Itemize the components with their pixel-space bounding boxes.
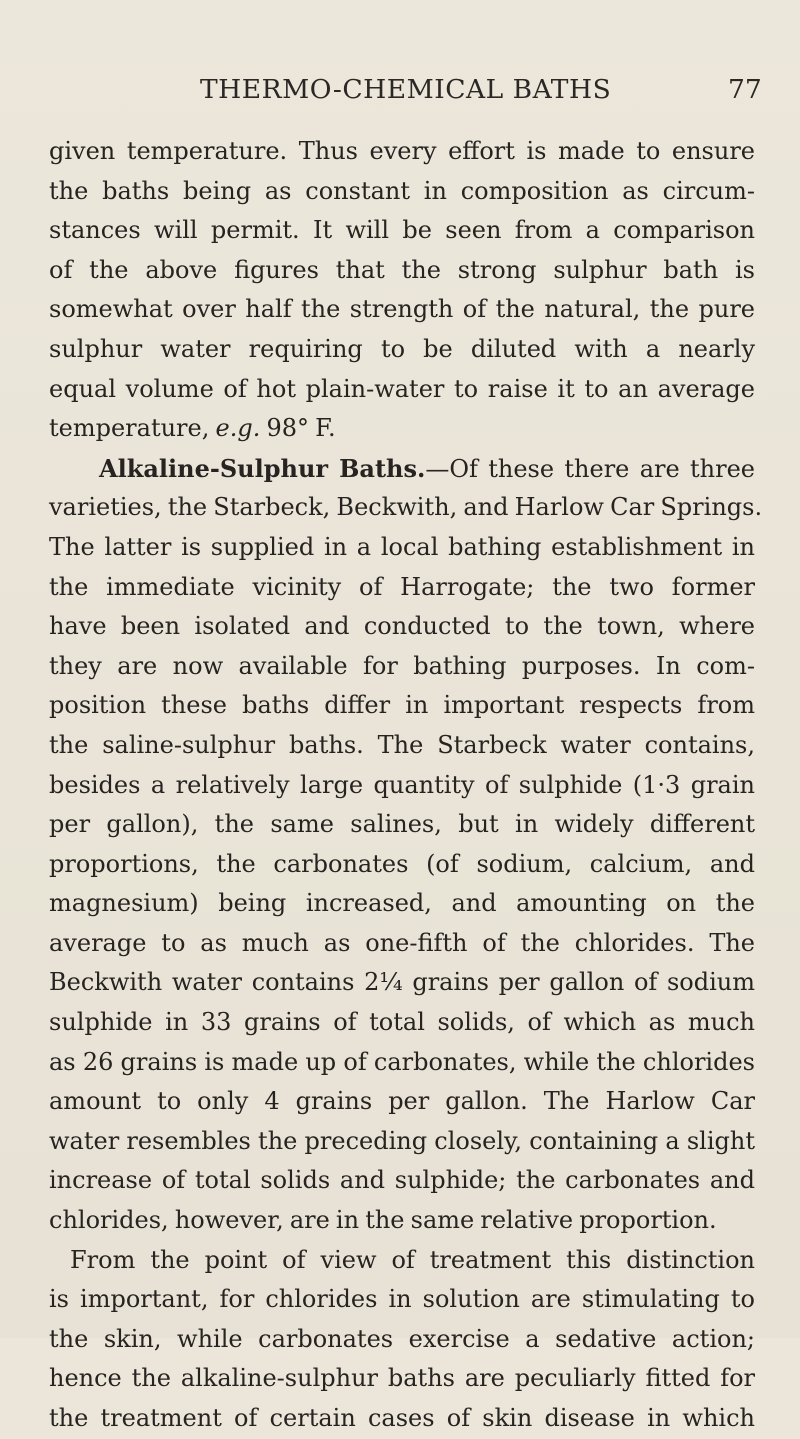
text-line: the baths being as constant in composition as circum- xyxy=(49,176,755,205)
text-line: Beckwith water contains 2¼ grains per gallon of sodium xyxy=(49,968,755,997)
text-segment: temperature, xyxy=(49,414,216,443)
page-number: 77 xyxy=(728,74,762,105)
text-line: as 26 grains is made up of carbonates, while the chlorides xyxy=(49,1047,755,1076)
text-line: is important, for chlorides in solution are stimulating to xyxy=(49,1285,755,1314)
text-line: average to as much as one-fifth of the chlorides. The xyxy=(49,928,755,957)
text-line: varieties, the Starbeck, Beckwith, and Harlow Car Springs. xyxy=(49,493,763,522)
running-head-title: THERMO-CHEMICAL BATHS xyxy=(200,74,612,105)
text-line: water resembles the preceding closely, containing a slight xyxy=(49,1126,755,1155)
text-line: the skin, while carbonates exercise a sedative action; xyxy=(49,1324,755,1353)
text-segment: —Of these there are three xyxy=(425,454,756,483)
section-heading: Alkaline-Sulphur Baths. xyxy=(99,453,426,483)
text-line xyxy=(49,449,755,489)
text-line: they are now available for bathing purposes. In com- xyxy=(49,651,755,680)
text-segment: 98° F. xyxy=(260,414,336,443)
text-line xyxy=(49,409,755,449)
text-line: sulphur water requiring to be diluted with a nearly xyxy=(49,334,755,363)
text-line: amount to only 4 grains per gallon. The Harlow Car xyxy=(49,1087,755,1116)
text-line: The latter is supplied in a local bathing establishment in xyxy=(49,532,755,561)
text-line: besides a relatively large quantity of sulphide (1·3 grain xyxy=(49,770,755,799)
text-line: hence the alkaline-sulphur baths are peculiarly fitted for xyxy=(49,1364,755,1393)
text-line: position these baths differ in important respects from xyxy=(49,691,755,720)
text-line: equal volume of hot plain-water to raise it to an average xyxy=(49,374,755,403)
text-line: given temperature. Thus every effort is made to ensure xyxy=(49,137,755,165)
text-line: sulphide in 33 grains of total solids, of which as much xyxy=(49,1008,755,1037)
abbreviation-eg: e.g. xyxy=(215,414,261,443)
text-line: stances will permit. It will be seen from a comparison xyxy=(49,216,755,245)
text-line: have been isolated and conducted to the town, where xyxy=(49,612,755,641)
text-line: of the above figures that the strong sulphur bath is xyxy=(49,255,755,284)
text-line: per gallon), the same salines, but in widely different xyxy=(49,810,755,839)
text-line: the treatment of certain cases of skin disease in which xyxy=(49,1404,755,1432)
text-line: increase of total solids and sulphide; the carbonates and xyxy=(49,1166,755,1195)
text-line: chlorides, however, are in the same relative proportion. xyxy=(49,1206,717,1235)
text-line: magnesium) being increased, and amounting on the xyxy=(49,889,755,918)
text-line: the immediate vicinity of Harrogate; the two former xyxy=(49,572,755,601)
text-line: From the point of view of treatment this distinction xyxy=(70,1245,755,1274)
text-line: the saline-sulphur baths. The Starbeck water contains, xyxy=(49,730,755,759)
body-text xyxy=(49,132,763,1439)
text-line: somewhat over half the strength of the natural, the pure xyxy=(49,295,755,324)
text-line: proportions, the carbonates (of sodium, calcium, and xyxy=(49,849,755,878)
